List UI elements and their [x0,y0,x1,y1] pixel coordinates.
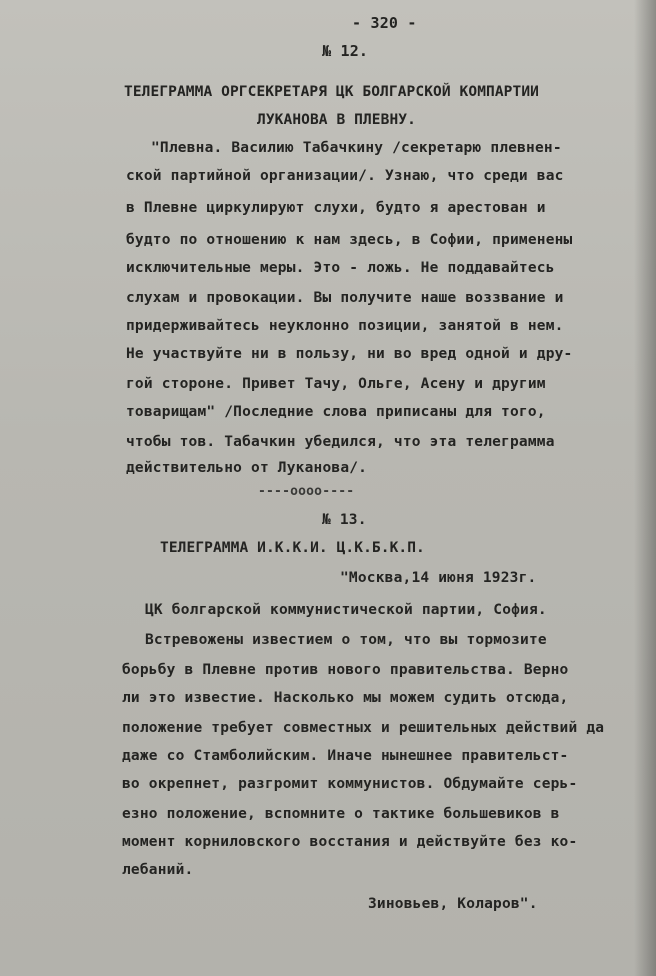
document-12-body-line: придерживайтесь неуклонно позиции, занятой в нем. [126,318,564,334]
document-12-body-line: чтобы тов. Табачкин убедился, что эта телеграмма [126,434,555,450]
document-13-body-line: борьбу в Плевне против нового правительства. Верно [122,662,569,678]
document-13-body-line: положение требует совместных и решительных действий да [122,720,605,736]
document-12-body-line: слухам и провокации. Вы получите наше воззвание и [126,290,564,306]
document-12-body-line: ской партийной организации/. Узнаю, что среди вас [126,168,564,184]
document-12-title-line-1: ТЕЛЕГРАММА ОРГСЕКРЕТАРЯ ЦК БОЛГАРСКОЙ КОМПАРТИИ [124,84,539,100]
document-12-body-line: в Плевне циркулируют слухи, будто я арестован и [126,200,546,216]
document-13-title: ТЕЛЕГРАММА И.К.К.И. Ц.К.Б.К.П. [160,540,425,556]
document-13-body-line: ЦК болгарской коммунистической партии, София. [145,602,547,618]
document-13-body-line: Встревожены известием о том, что вы тормозите [145,632,547,648]
document-12-title-line-2: ЛУКАНОВА В ПЛЕВНУ. [257,112,416,128]
document-13-body-line: во окрепнет, разгромит коммунистов. Обдумайте серь- [122,776,578,792]
document-13-number: № 13. [322,512,367,528]
document-13-body-line: ли это известие. Насколько мы можем судить отсюда, [122,690,569,706]
document-12-body-line: Не участвуйте ни в пользу, ни во вред одной и дру- [126,346,573,362]
document-13-body-line: лебаний. [122,862,194,878]
document-12-body-line: действительно от Луканова/. [126,460,368,476]
document-12-body-line: товарищам" /Последние слова приписаны для того, [126,404,546,420]
document-13-body-line: даже со Стамболийским. Иначе нынешнее правительст- [122,748,569,764]
document-13-dateline: "Москва,14 июня 1923г. [340,570,537,586]
document-13-body-line: езно положение, вспомните о тактике большевиков в [122,806,560,822]
document-12-body-line: гой стороне. Привет Тачу, Ольге, Асену и другим [126,376,546,392]
section-separator: ----oooo---- [258,484,355,499]
document-12-body-line: будто по отношению к нам здесь, в Софии, применены [126,232,573,248]
document-13-body-line: момент корниловского восстания и действуйте без ко- [122,834,578,850]
page-number: - 320 - [352,14,417,32]
page-edge-shadow [634,0,656,976]
document-12-body-line: "Плевна. Василию Табачкину /секретарю плевнен- [151,140,562,156]
document-12-body-line: исключительные меры. Это - ложь. Не поддавайтесь [126,260,555,276]
document-12-number: № 12. [322,42,369,60]
document-13-signature: Зиновьев, Коларов". [368,896,538,912]
